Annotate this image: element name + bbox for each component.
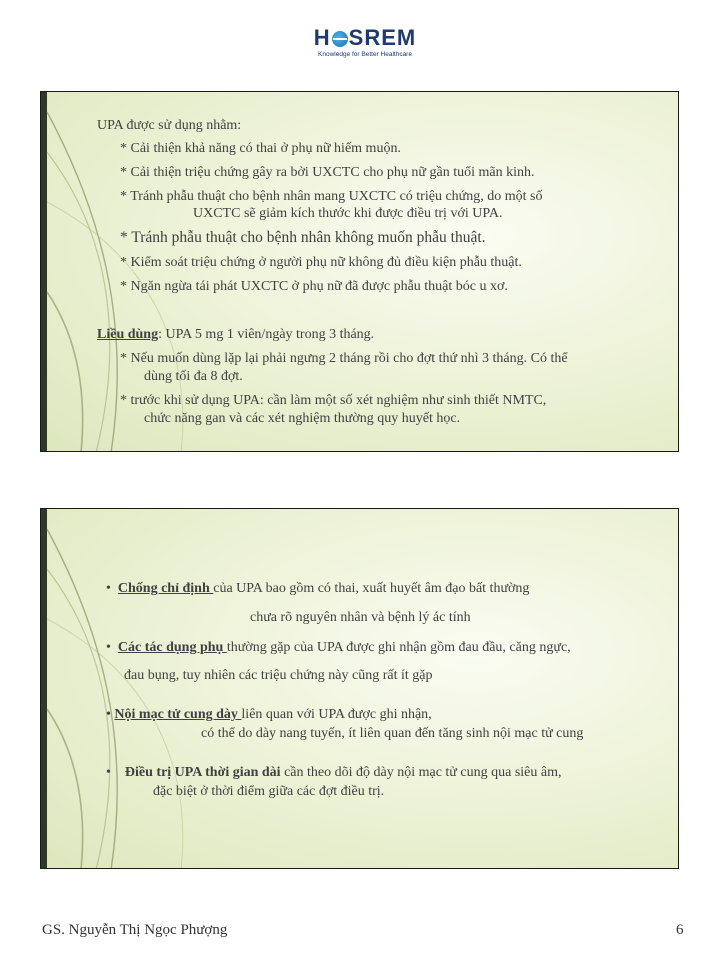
bullet-contraindications: • Chống chỉ định của UPA bao gồm có thai, xuất huyết âm đạo bất thường — [106, 581, 530, 596]
bullet-continuation: đau bụng, tuy nhiên các triệu chứng này cũng rất ít gặp — [124, 668, 433, 683]
side-effects-label: Các tác dụng phụ — [117, 640, 227, 655]
dose-label: Liều dùng — [97, 327, 159, 342]
list-item: * Cải thiện triệu chứng gây ra bởi UXCTC cho phụ nữ gần tuổi mãn kinh. — [120, 165, 535, 180]
side-effects-text: thường gặp của UPA được ghi nhận gồm đau đầu, căng ngực, — [226, 640, 571, 655]
dose-line — [97, 326, 374, 344]
footer-author: GS. Nguyễn Thị Ngọc Phượng — [42, 922, 228, 938]
globe-icon — [332, 31, 348, 47]
logo-letters-srem: SREM — [348, 25, 417, 50]
logo-tagline: Knowledge for Better Healthcare — [318, 51, 412, 58]
dose-item-continuation: dùng tối đa 8 đợt. — [144, 369, 243, 384]
dose-item: * trước khi sử dụng UPA: cần làm một số xét nghiệm như sinh thiết NMTC, — [120, 393, 547, 408]
endometrium-text: liên quan với UPA được ghi nhận, — [241, 707, 432, 722]
logo-letter-h: H — [313, 25, 331, 50]
bullet-side-effects: • Các tác dụng phụ thường gặp của UPA được ghi nhận gồm đau đầu, căng ngực, — [106, 640, 571, 655]
page-number: 6 — [676, 922, 684, 938]
list-item-continuation: UXCTC sẽ giảm kích thước khi được điều trị với UPA. — [193, 206, 503, 221]
long-term-label: Điều trị UPA thời gian dài — [124, 765, 285, 780]
slide-upa-indications — [40, 91, 679, 452]
endometrium-label: Nội mạc tử cung dày — [114, 707, 242, 722]
bullet-continuation: có thể do dày nang tuyến, ít liên quan đến tăng sinh nội mạc tử cung — [201, 726, 584, 741]
contraindications-text: của UPA bao gồm có thai, xuất huyết âm đạo bất thường — [213, 581, 530, 596]
list-item: * Tránh phẫu thuật cho bệnh nhân mang UXCTC có triệu chứng, do một số — [120, 189, 543, 204]
contraindications-label: Chống chỉ định — [117, 581, 214, 596]
decorative-swoosh-icon — [41, 509, 201, 869]
bullet-continuation: chưa rõ nguyên nhân và bệnh lý ác tính — [250, 610, 471, 625]
list-item: * Cải thiện khả năng có thai ở phụ nữ hiếm muộn. — [120, 141, 401, 156]
list-item: * Tránh phẫu thuật cho bệnh nhân không muốn phẫu thuật. — [120, 229, 486, 246]
hosrem-logo — [300, 26, 430, 66]
list-item: * Ngăn ngừa tái phát UXCTC ở phụ nữ đã được phẫu thuật bóc u xơ. — [120, 279, 508, 294]
slide-upa-contraindications — [40, 508, 679, 869]
dose-item: * Nếu muốn dùng lặp lại phải ngưng 2 tháng rồi cho đợt thứ nhì 3 tháng. Có thể — [120, 351, 568, 366]
bullet-continuation: đặc biệt ở thời điểm giữa các đợt điều trị. — [153, 784, 385, 799]
intro-line: UPA được sử dụng nhằm: — [97, 118, 242, 133]
list-item: * Kiểm soát triệu chứng ở người phụ nữ không đủ điều kiện phẫu thuật. — [120, 255, 522, 270]
logo-wordmark — [300, 26, 430, 50]
bullet-endometrium: • Nội mạc tử cung dày liên quan với UPA được ghi nhận, — [106, 707, 432, 722]
dose-text: : UPA 5 mg 1 viên/ngày trong 3 tháng. — [158, 327, 375, 342]
dose-item-continuation: chức năng gan và các xét nghiệm thường quy huyết học. — [144, 411, 461, 426]
long-term-text: cần theo dõi độ dày nội mạc tử cung qua siêu âm, — [284, 765, 562, 780]
bullet-long-term: • Điều trị UPA thời gian dài cần theo dõi độ dày nội mạc tử cung qua siêu âm, — [106, 765, 562, 780]
